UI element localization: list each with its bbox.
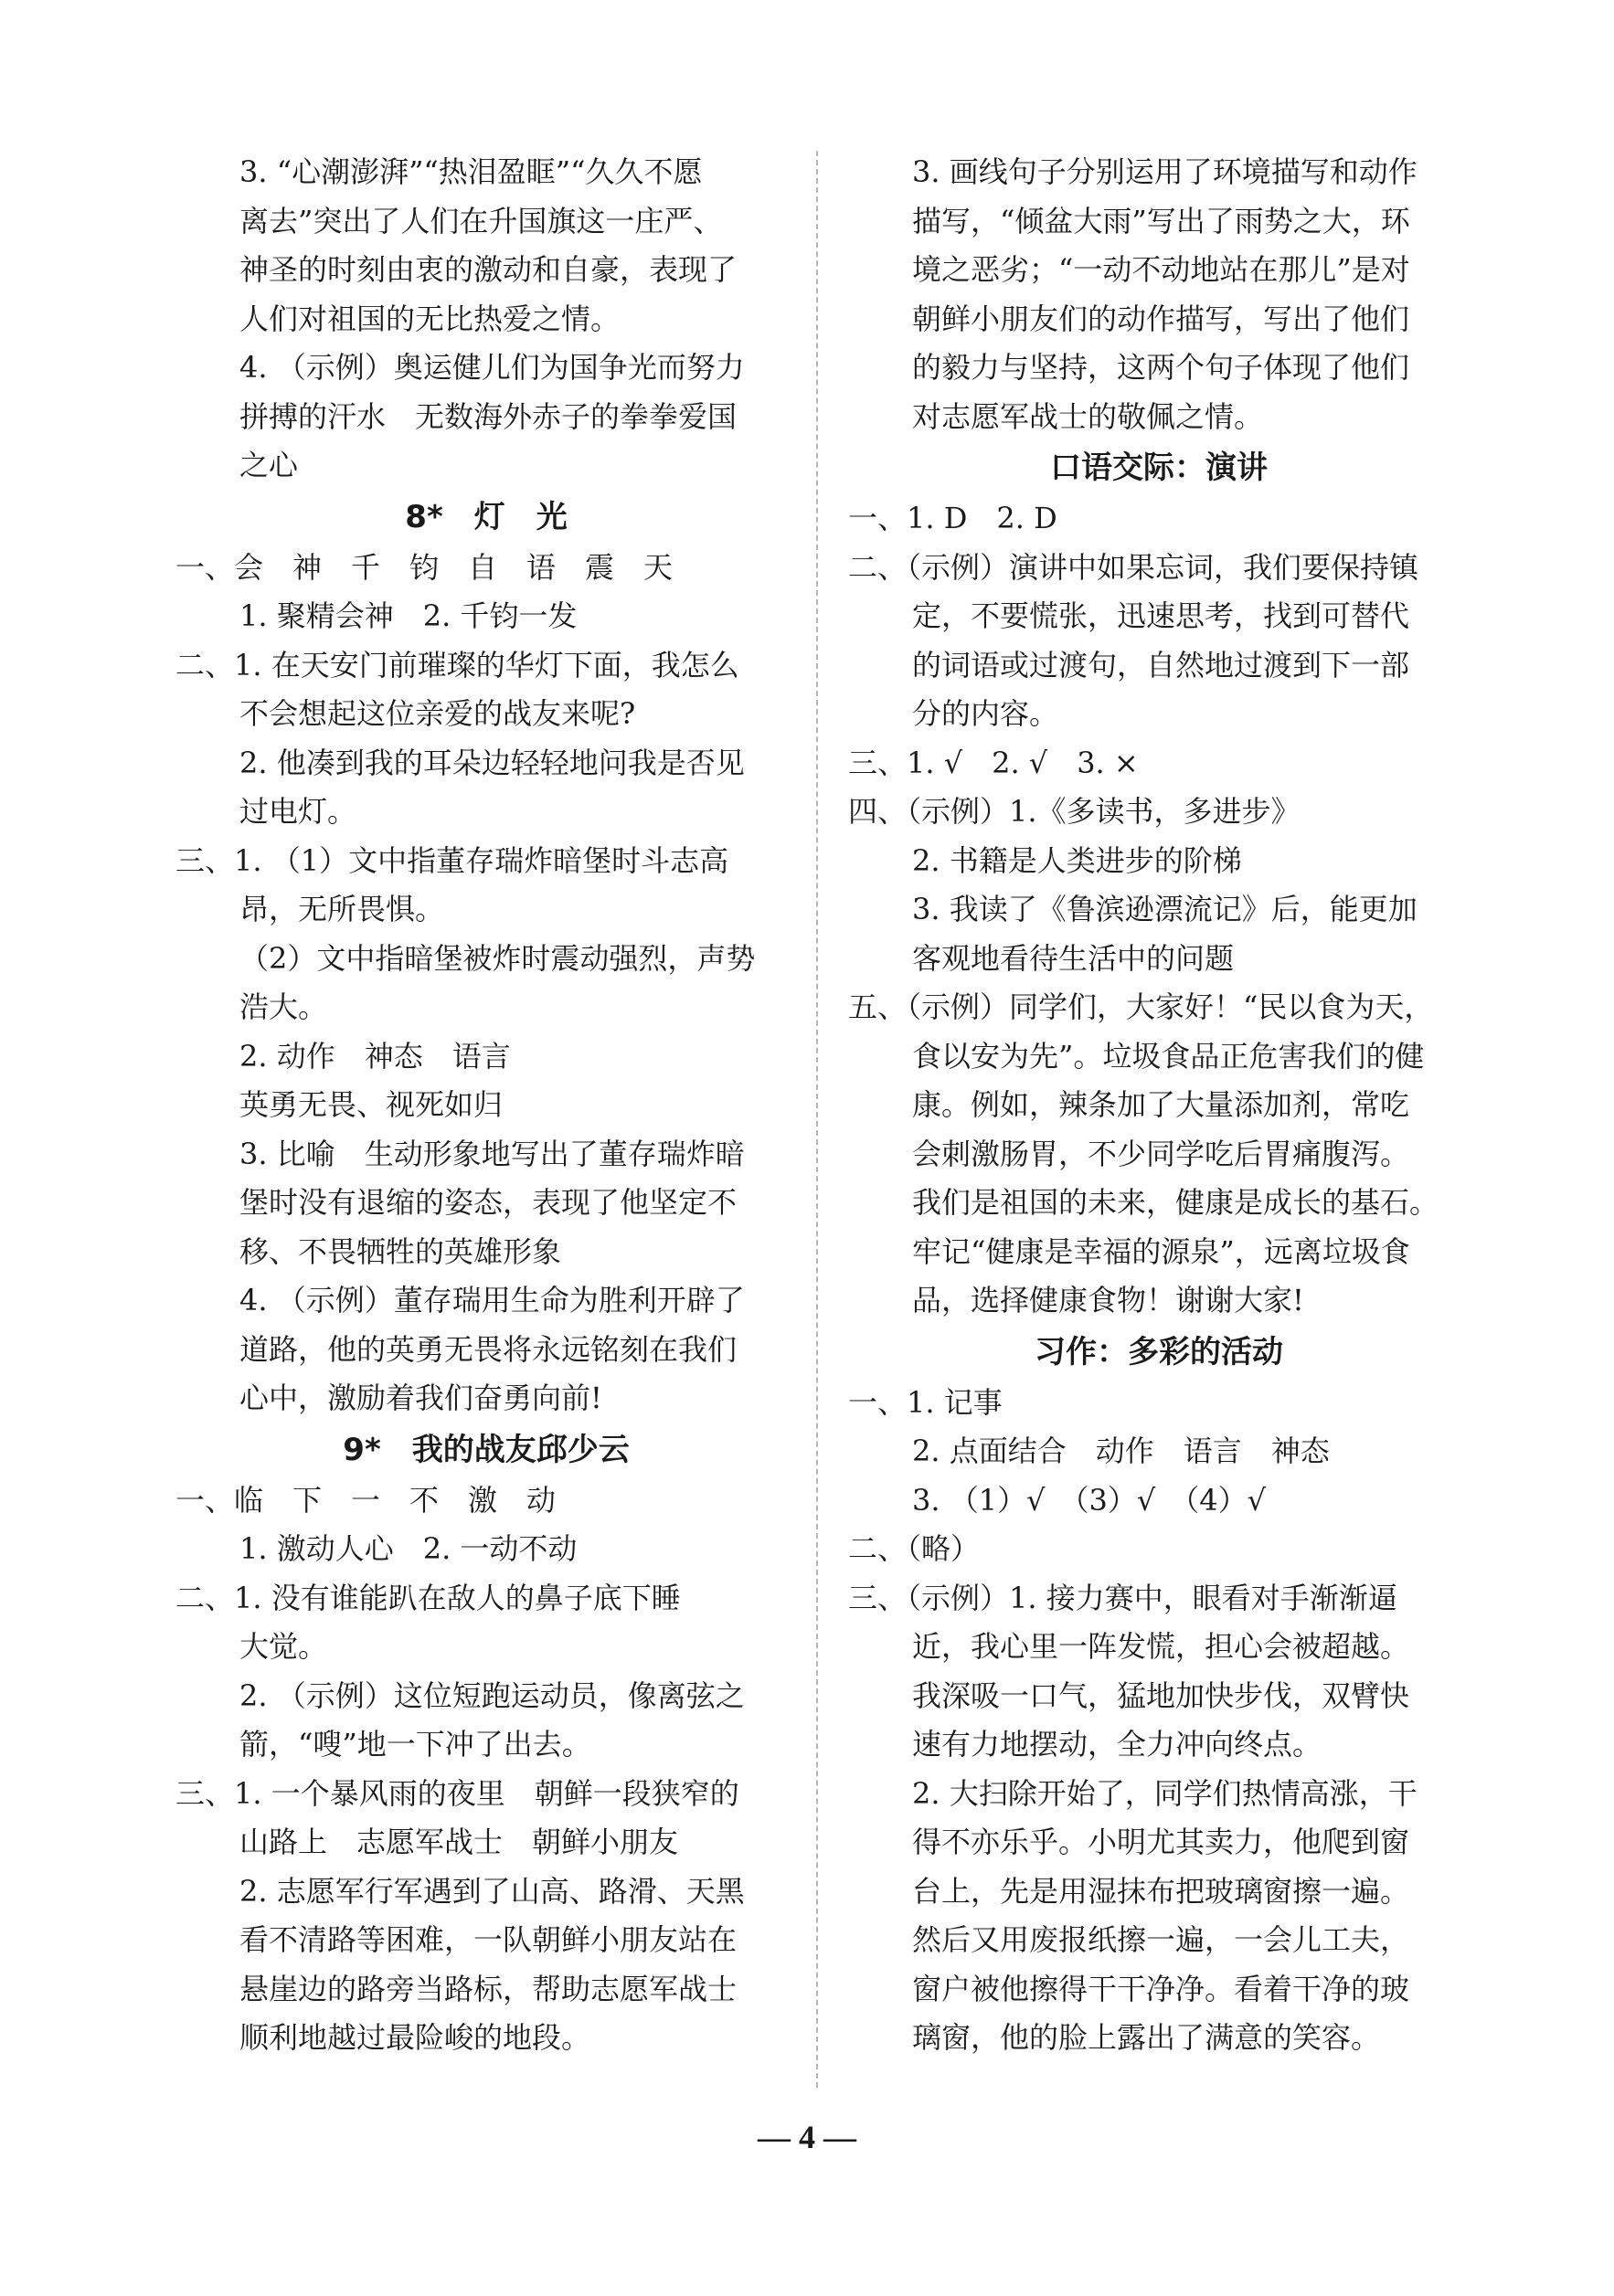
text-line: 之心 [239, 448, 299, 482]
text-line: 近，我心里一阵发慌，担心会被超越。 [912, 1629, 1410, 1664]
page-number: — 4 — [758, 2119, 856, 2155]
text-line: 一、临 下 一 不 激 动 [175, 1482, 557, 1518]
text-line: 境之恶劣；“一动不动地站在那儿”是对 [912, 252, 1410, 287]
text-line: 神圣的时刻由衷的激动和自豪，表现了 [239, 252, 738, 287]
text-line: 3. “心潮澎湃”“热泪盈眶”“久久不愿 [239, 154, 703, 189]
text-line: 英勇无畏、视死如归 [239, 1087, 504, 1122]
text-line: 食以安为先”。垃圾食品正危害我们的健 [912, 1038, 1425, 1074]
text-line: 的词语或过渡句，自然地过渡到下一部 [912, 647, 1410, 682]
text-line: 2. 大扫除开始了，同学们热情高涨，干 [912, 1775, 1418, 1811]
text-line: 3. 画线句子分别运用了环境描写和动作 [912, 154, 1418, 189]
text-line: 道路，他的英勇无畏将永远铭刻在我们 [239, 1331, 738, 1367]
text-line: 会刺激肠胃，不少同学吃后胃痛腹泻。 [912, 1136, 1410, 1171]
text-line: 看不清路等困难，一队朝鲜小朋友站在 [239, 1922, 738, 1957]
text-line: 3. 比喻 生动形象地写出了董存瑞炸暗 [239, 1136, 745, 1171]
text-line: 堡时没有退缩的姿态，表现了他坚定不 [239, 1185, 738, 1220]
text-line: 二、1. 没有谁能趴在敌人的鼻子底下睡 [175, 1580, 681, 1615]
text-line: 山路上 志愿军战士 朝鲜小朋友 [239, 1825, 679, 1859]
right-column [848, 148, 1470, 2063]
text-line: （2）文中指暗堡被炸时震动强烈，声势 [239, 940, 756, 976]
text-line: 2. 动作 神态 语言 [239, 1038, 511, 1074]
text-line: 昂，无所畏惧。 [239, 892, 445, 926]
text-line: 窗户被他擦得干干净净。看着干净的玻 [912, 1971, 1410, 2006]
text-line: 4. （示例）董存瑞用生命为胜利开辟了 [239, 1283, 745, 1317]
text-line: 一、1. D 2. D [848, 501, 1057, 535]
text-line: 康。例如，辣条加了大量添加剂，常吃 [912, 1087, 1410, 1122]
text-line: 3. 我读了《鲁滨逊漂流记》后，能更加 [912, 892, 1418, 926]
text-line: 我深吸一口气，猛地加快步伐，双臂快 [912, 1677, 1410, 1713]
text-line: 三、（示例）1. 接力赛中，眼看对手渐渐逼 [848, 1580, 1397, 1615]
text-line: 2. 他凑到我的耳朵边轻轻地问我是否见 [239, 745, 745, 780]
text-line: 定，不要慌张，迅速思考，找到可替代 [912, 598, 1410, 633]
text-line: 浩大。 [239, 989, 328, 1024]
text-line: 速有力地摆动，全力冲向终点。 [912, 1727, 1322, 1762]
text-line: 牢记“健康是幸福的源泉”，远离垃圾食 [912, 1233, 1410, 1269]
text-line: 三、1. （1）文中指董存瑞炸暗堡时斗志高 [175, 842, 729, 878]
text-line: 得不亦乐乎。小明尤其卖力，他爬到窗 [912, 1825, 1410, 1859]
column-divider [816, 151, 818, 2088]
text-line: 二、（略） [848, 1531, 981, 1566]
section-title: 8* 灯 光 [405, 498, 568, 535]
text-line: 拼搏的汗水 无数海外赤子的拳拳爱国 [239, 398, 738, 434]
text-line: 一、会 神 千 钧 自 语 震 天 [175, 549, 674, 585]
text-line: 2. 书籍是人类进步的阶梯 [912, 842, 1242, 878]
text-line: 3. （1）√ （3）√ （4）√ [912, 1482, 1266, 1518]
text-line: 过电灯。 [239, 794, 357, 829]
text-line: 不会想起这位亲爱的战友来呢? [239, 696, 636, 731]
text-line: 顺利地越过最险峻的地段。 [239, 2020, 591, 2055]
text-line: 1. 激动人心 2. 一动不动 [239, 1531, 578, 1566]
text-line: 一、1. 记事 [848, 1384, 1003, 1420]
text-line: 二、（示例）演讲中如果忘词，我们要保持镇 [848, 549, 1419, 585]
text-line: 璃窗，他的脸上露出了满意的笑容。 [912, 2020, 1381, 2055]
text-line: 移、不畏牺牲的英雄形象 [239, 1233, 562, 1269]
text-line: 分的内容。 [912, 696, 1059, 731]
text-line: 对志愿军战士的敬佩之情。 [912, 398, 1264, 434]
text-line: 4. （示例）奥运健儿们为国争光而努力 [239, 350, 745, 385]
text-line: 1. 聚精会神 2. 千钧一发 [239, 598, 578, 633]
text-line: 朝鲜小朋友们的动作描写，写出了他们 [912, 301, 1410, 336]
text-line: 2. 点面结合 动作 语言 神态 [912, 1434, 1330, 1468]
section-title: 口语交际：演讲 [1050, 450, 1268, 486]
text-line: 人们对祖国的无比热爱之情。 [239, 301, 621, 336]
text-line: 品，选择健康食物！谢谢大家! [912, 1283, 1304, 1317]
text-line: 悬崖边的路旁当路标，帮助志愿军战士 [239, 1971, 738, 2006]
text-line: 我们是祖国的未来，健康是成长的基石。 [912, 1185, 1439, 1220]
text-line: 大觉。 [239, 1629, 328, 1664]
left-column [175, 148, 797, 2063]
section-title: 9* 我的战友邱少云 [343, 1431, 630, 1468]
text-line: 2. （示例）这位短跑运动员，像离弦之 [239, 1677, 745, 1713]
text-line: 客观地看待生活中的问题 [912, 940, 1235, 976]
text-line: 三、1. 一个暴风雨的夜里 朝鲜一段狭窄的 [175, 1775, 739, 1811]
text-line: 2. 志愿军行军遇到了山高、路滑、天黑 [239, 1873, 745, 1909]
text-line: 然后又用废报纸擦一遍，一会儿工夫， [912, 1922, 1410, 1957]
section-title: 习作：多彩的活动 [1035, 1333, 1283, 1370]
text-line: 四、（示例）1.《多读书，多进步》 [848, 794, 1301, 829]
text-line: 离去”突出了人们在升国旗这一庄严、 [239, 203, 723, 238]
text-line: 二、1. 在天安门前璀璨的华灯下面，我怎么 [175, 647, 739, 682]
text-line: 五、（示例）同学们，大家好！“民以食为天， [848, 989, 1434, 1024]
text-line: 心中，激励着我们奋勇向前! [239, 1381, 602, 1415]
text-line: 三、1. √ 2. √ 3. × [848, 745, 1139, 780]
text-line: 的毅力与坚持，这两个句子体现了他们 [912, 350, 1410, 385]
text-line: 箭，“嗖”地一下冲了出去。 [239, 1727, 591, 1762]
text-line: 台上，先是用湿抹布把玻璃窗擦一遍。 [912, 1873, 1410, 1909]
text-line: 描写，“倾盆大雨”写出了雨势之大，环 [912, 203, 1410, 238]
